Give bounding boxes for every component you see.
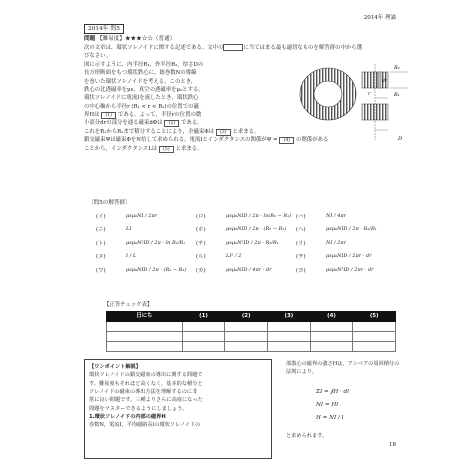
ampere-formulas (316, 386, 349, 425)
point-line: 常に良い問題です。三種よりさらに高度になった (89, 397, 203, 404)
choice-label: (ヘ) (296, 227, 306, 234)
choice-expr: μsμ₀NID / 2πr · dr (326, 253, 372, 260)
choice-label: (ヨ) (296, 267, 306, 274)
choice-label: (ト) (96, 240, 106, 247)
check-cell[interactable] (310, 342, 353, 352)
check-cell[interactable] (107, 332, 183, 342)
choice-label: (ワ) (96, 267, 106, 274)
check-header-3: (3) (268, 312, 311, 322)
choice-expr: NI / 2πr (326, 239, 347, 246)
page (66, 8, 403, 456)
check-header-1: (1) (182, 312, 225, 322)
point-line: 巻数N，電流I，平均磁路長lの環状ソレノイドの (89, 422, 201, 429)
formula: NI = Hl (316, 402, 339, 409)
answer-row (96, 251, 416, 265)
choice-label: (ハ) (296, 213, 306, 220)
right-line: と求められます。 (286, 433, 328, 439)
answer-box-2: (2) (164, 120, 179, 127)
answer-box-4: (4) (279, 137, 294, 144)
answer-row (96, 237, 416, 251)
choice-label: (ロ) (196, 213, 206, 220)
check-header-4: (4) (310, 312, 353, 322)
choice-expr: LI² / 2 (226, 253, 242, 260)
q-line: と求まる。 (175, 145, 203, 152)
check-header-row (107, 312, 396, 322)
point-line: 環状ソレノイドの鎖交磁束の導出に関する問題で (89, 372, 203, 379)
point-line: す。難易度もそれほど高くなく，基本的な積分と (89, 380, 203, 387)
check-cell[interactable] (310, 322, 353, 332)
check-cell[interactable] (353, 342, 396, 352)
choice-label: (ニ) (96, 227, 106, 234)
choice-expr: NI / 4πr (326, 212, 347, 219)
q-line: 小部分drの部分を通る磁束dΦは (84, 120, 163, 127)
answer-box-1: (1) (101, 112, 116, 119)
choice-label: (イ) (96, 213, 106, 220)
formula: ΣI = ∮H · dl (316, 389, 349, 396)
right-line: 法則により， (286, 369, 318, 376)
right-column-text (286, 360, 416, 377)
choice-label: (ヌ) (96, 254, 106, 261)
choice-expr: μsμ₀NID / 2π · (R₂ − R₁) (126, 266, 187, 273)
answer-group-title: 〔問5の解答群〕 (88, 200, 131, 206)
one-point-title: 【ワンポイント解説】 (89, 364, 141, 370)
q-line: である。 (181, 120, 203, 127)
choice-label: (カ) (196, 267, 206, 274)
q-line: を巻いた環状ソレノイドを考える。このとき， (84, 78, 197, 85)
year-label: 2014年 理論 (363, 15, 396, 21)
check-header-date: 日にち (107, 312, 183, 322)
choice-expr: μsμ₀NI / 2πr (126, 212, 158, 219)
difficulty-label: 【難易度】★★★☆☆（普通） (96, 36, 176, 42)
q-line: の中心軸から半径r (R₁ < r < R₂)の位置での磁 (84, 103, 199, 110)
check-cell[interactable] (107, 322, 183, 332)
check-cell[interactable] (225, 342, 268, 352)
check-cell[interactable] (182, 332, 225, 342)
blank-box (223, 44, 243, 51)
choice-expr: μsμ₀N²ID / 2π · R₂/R₁ (226, 239, 279, 246)
sub-heading: 1.環状ソレノイドの内部の磁界H (89, 413, 166, 420)
q-line: である。よって，半径rの位置の微 (117, 112, 202, 118)
answer-grid (96, 210, 416, 278)
right-column-tail (286, 432, 416, 440)
choice-expr: LI (126, 226, 132, 233)
point-line: 問題をマスターできるようにしましょう。 (89, 405, 188, 412)
label-r: r (368, 91, 371, 97)
label-dr: dr (382, 79, 388, 84)
formula: H = NI / l (316, 415, 344, 422)
right-line: 部散心の磁界の強さHは，アンペアの周回積分の (286, 361, 400, 367)
choice-expr: μsμ₀NID / 2π · ln(R₂ − R₁) (226, 212, 292, 219)
difficulty-line (84, 35, 175, 44)
check-cell[interactable] (268, 332, 311, 342)
q-line: 鉄心の比透磁率をμs，真空の透磁率をμ₀とする。 (84, 86, 204, 93)
label-R2: R₂ (394, 65, 400, 71)
check-row (107, 342, 396, 352)
q-line: これをR₁からR₂まで積分することにより，全磁束Φは (84, 128, 215, 135)
check-cell[interactable] (182, 342, 225, 352)
toroid-hole (314, 81, 342, 107)
one-point-box (84, 359, 272, 459)
choice-expr: μsμ₀NID / 4πr · dr (226, 266, 272, 273)
check-cell[interactable] (268, 322, 311, 332)
check-table (106, 311, 396, 352)
point-line: ソレノイドの磁束の導出方法を理解するのに非 (89, 388, 198, 395)
question-kind: 問題 (84, 36, 96, 42)
check-cell[interactable] (353, 332, 396, 342)
q-line: に当てはまる最も適切なものを解答群の中から選びなさい。 (84, 45, 363, 60)
q-line: の関係がある (296, 137, 329, 144)
check-header-5: (5) (353, 312, 396, 322)
check-cell[interactable] (225, 322, 268, 332)
q-line: 鎖交磁束Ψは磁束ΦをN倍して求められる。電流Iとインダクタンスの関係がΨ = (84, 137, 280, 144)
q-line: 長方形断面をもつ環状鉄心に，総巻数Nの導線 (84, 70, 197, 77)
check-cell[interactable] (268, 342, 311, 352)
label-D: D (398, 136, 403, 142)
choice-expr: μsμ₀N²ID / 2π · ln R₂/R₁ (126, 239, 186, 246)
choice-label: (チ) (196, 240, 206, 247)
choice-expr: μsμ₀NID / 2π · R₂/R₁ (326, 226, 377, 233)
check-header-2: (2) (225, 312, 268, 322)
choice-label: (ホ) (196, 227, 206, 234)
q-line: ことから，インダクタンスLは (84, 145, 158, 152)
q-line: 図に示すように，内半径R₁，外半径R₂，厚さDの (84, 61, 204, 68)
check-row (107, 322, 396, 332)
check-table-title: 【正答チェック表】 (104, 302, 153, 308)
q-line: と求まる。 (232, 128, 260, 135)
check-cell[interactable] (225, 332, 268, 342)
label-R1: R₁ (394, 92, 400, 98)
toroid-figure (298, 60, 418, 146)
check-cell[interactable] (182, 322, 225, 332)
choice-label: (ヲ) (296, 254, 306, 261)
q-line: 環状ソレノイドに電流Iを流したとき，環状鉄心 (84, 95, 199, 102)
question-title: 2014年 問5 (84, 24, 124, 34)
page-number: 18 (389, 442, 396, 449)
check-cell[interactable] (107, 342, 183, 352)
answer-box-5: (5) (159, 146, 174, 153)
choice-label: (リ) (296, 240, 306, 247)
choice-label: (ル) (196, 254, 206, 261)
choice-expr: I / L (126, 253, 137, 260)
q-line: 次の文章は，環状ソレノイドに関する記述である。文中の (84, 45, 224, 51)
check-row (107, 332, 396, 342)
answer-box-3: (3) (216, 129, 231, 136)
answer-row (96, 264, 416, 278)
check-cell[interactable] (353, 322, 396, 332)
answer-row (96, 224, 416, 238)
dr-strip (378, 72, 381, 88)
q-line: 界Hは (84, 112, 100, 118)
check-cell[interactable] (310, 332, 353, 342)
choice-expr: μsμ₀N²ID / 2πr · dr (326, 266, 374, 273)
answer-row (96, 210, 416, 224)
choice-expr: μsμ₀NID / 2π · (R₂ − R₁) (226, 226, 287, 233)
